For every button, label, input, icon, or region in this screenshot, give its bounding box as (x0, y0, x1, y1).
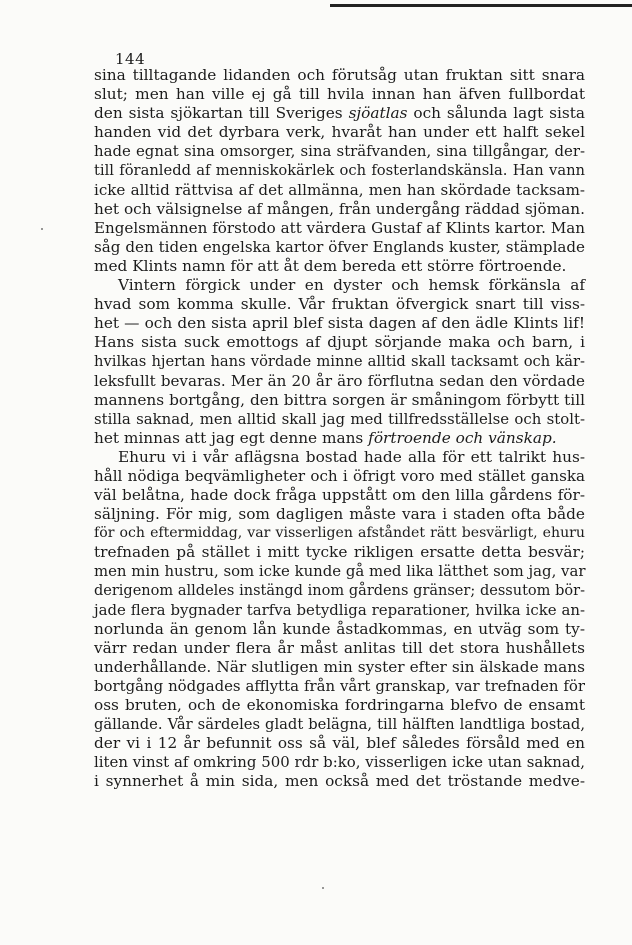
text-segment: stilla saknad, men alltid skall jag med tillfredsställelse och stolt- (94, 409, 585, 428)
text-line (94, 505, 585, 524)
text-line (94, 238, 585, 257)
text-line (94, 181, 585, 200)
text-segment: liten vinst af omkring 500 rdr b:ko, visserligen icke utan saknad, (94, 753, 585, 772)
text-line (94, 142, 585, 161)
speck-left (41, 228, 43, 230)
text-segment: säljning. För mig, som dagligen måste vara i staden ofta både (94, 505, 585, 524)
text-line (94, 333, 585, 352)
text-segment: het och välsignelse af mången, från undergång räddad sjöman. (94, 199, 585, 218)
text-line (94, 734, 585, 753)
text-line (94, 314, 585, 333)
text-line (94, 753, 585, 772)
text-line (94, 85, 585, 104)
text-segment: såg den tiden engelska kartor öfver Englands kuster, stämplade (94, 237, 585, 256)
text-segment: Hans sista suck emottogs af djupt sörjande maka och barn, i (94, 333, 585, 352)
text-line (94, 276, 585, 295)
text-segment: handen vid det dyrbara verk, hvaråt han under ett halft sekel (94, 123, 585, 142)
text-line (94, 658, 585, 677)
text-segment: bortgång nödgades afflytta från vårt granskap, var trefnaden för (94, 677, 585, 695)
text-segment: sina tilltagande lidanden och förutsåg utan fruktan sitt snara (94, 66, 585, 84)
text-segment: i synnerhet å min sida, men också med det tröstande medve- (94, 772, 585, 791)
text-line (94, 486, 585, 505)
text-segment: Ehuru vi i vår aflägsna bostad hade alla för ett talrikt hus- (118, 447, 585, 466)
speck-bottom (322, 887, 324, 889)
text-segment: icke alltid rättvisa af det allmänna, men han skördade tacksam- (94, 180, 585, 199)
text-line (94, 448, 585, 467)
text-line (94, 104, 585, 123)
text-line (94, 161, 585, 180)
text-line (94, 257, 585, 276)
text-line (94, 601, 585, 620)
text-segment: men min hustru, som icke kunde gå med lika lätthet som jag, var (94, 562, 586, 581)
text-segment: het — och den sista april blef sista dagen af den ädle Klints lif! (94, 314, 585, 333)
text-line (94, 772, 585, 791)
text-line (94, 391, 585, 410)
text-segment: derigenom alldeles instängd inom gårdens gränser; dessutom bör- (94, 582, 585, 599)
text-segment: väl belåtna, hade dock fråga uppstått om den lilla gårdens för- (94, 486, 585, 505)
text-line (94, 620, 585, 639)
text-line (94, 429, 585, 448)
text-line (94, 467, 585, 486)
body-text (94, 66, 585, 792)
text-segment: för och eftermiddag, var visserligen afståndet rätt besvärligt, ehuru (94, 525, 585, 542)
text-line (94, 410, 585, 429)
text-line (94, 715, 585, 734)
text-segment: der vi i 12 år befunnit oss så väl, blef således försåld med en (94, 734, 585, 753)
text-segment: trefnaden på stället i mitt tycke rikligen ersatte detta besvär; (94, 543, 585, 562)
text-line (94, 562, 585, 581)
text-segment: hvilkas hjertan hans vördade minne alltid skall tacksamt och kär- (94, 353, 585, 371)
text-line (94, 219, 585, 238)
text-segment: hade egnat sina omsorger, sina sträfvanden, sina tillgångar, der- (94, 142, 585, 161)
text-line (94, 352, 585, 371)
text-segment: leksfullt bevaras. Mer än 20 år äro förflutna sedan den vördade (94, 371, 585, 390)
text-segment: den sista sjökartan till Sveriges (94, 104, 349, 123)
text-segment: håll nödiga beqvämligheter och i öfrigt voro med stället ganska (94, 466, 585, 485)
text-line (94, 677, 585, 696)
text-segment: hvad som komma skulle. Vår fruktan öfvergick snart till viss- (94, 295, 585, 314)
text-segment: Vintern förgick under en dyster och hemsk förkänsla af (118, 276, 585, 295)
text-segment: gällande. Vår särdeles gladt belägna, till hälften landtliga bostad, (94, 716, 585, 734)
text-line (94, 696, 585, 715)
text-line (94, 582, 585, 601)
italic-text: förtroende och vänskap. (368, 428, 557, 447)
text-segment: och sålunda lagt sista (407, 104, 585, 123)
text-segment: jade flera bygnader tarfva betydliga reparationer, hvilka icke an- (94, 600, 585, 619)
text-line (94, 123, 585, 142)
text-line (94, 639, 585, 658)
text-segment: het minnas att jag egt denne mans (94, 428, 369, 447)
italic-text: sjöatlas (348, 104, 408, 123)
page-number: 144 (115, 50, 146, 68)
text-segment: underhållande. När slutligen min syster efter sin älskade mans (94, 657, 585, 676)
text-line (94, 295, 585, 314)
text-line (94, 66, 585, 85)
text-segment: Engelsmännen förstodo att värdera Gustaf af Klints kartor. Man (94, 218, 585, 237)
text-segment: till föranledd af menniskokärlek och fosterlandskänsla. Han vann (94, 162, 585, 180)
text-line (94, 543, 585, 562)
text-segment: norlunda än genom lån kunde åstadkommas, en utväg som ty- (94, 619, 585, 638)
text-line (94, 372, 585, 391)
text-segment: mannens bortgång, den bittra sorgen är småningom förbytt till (94, 390, 585, 409)
top-rule (330, 4, 632, 7)
text-segment: med Klints namn för att åt dem bereda ett större förtroende. (94, 256, 567, 275)
text-segment: slut; men han ville ej gå till hvila innan han äfven fullbordat (94, 85, 585, 104)
text-segment: värr redan under flera år måst anlitas till det stora hushållets (94, 638, 585, 657)
text-line (94, 524, 585, 543)
text-segment: oss bruten, och de ekonomiska fordringarna blefvo de ensamt (94, 696, 585, 715)
text-line (94, 200, 585, 219)
